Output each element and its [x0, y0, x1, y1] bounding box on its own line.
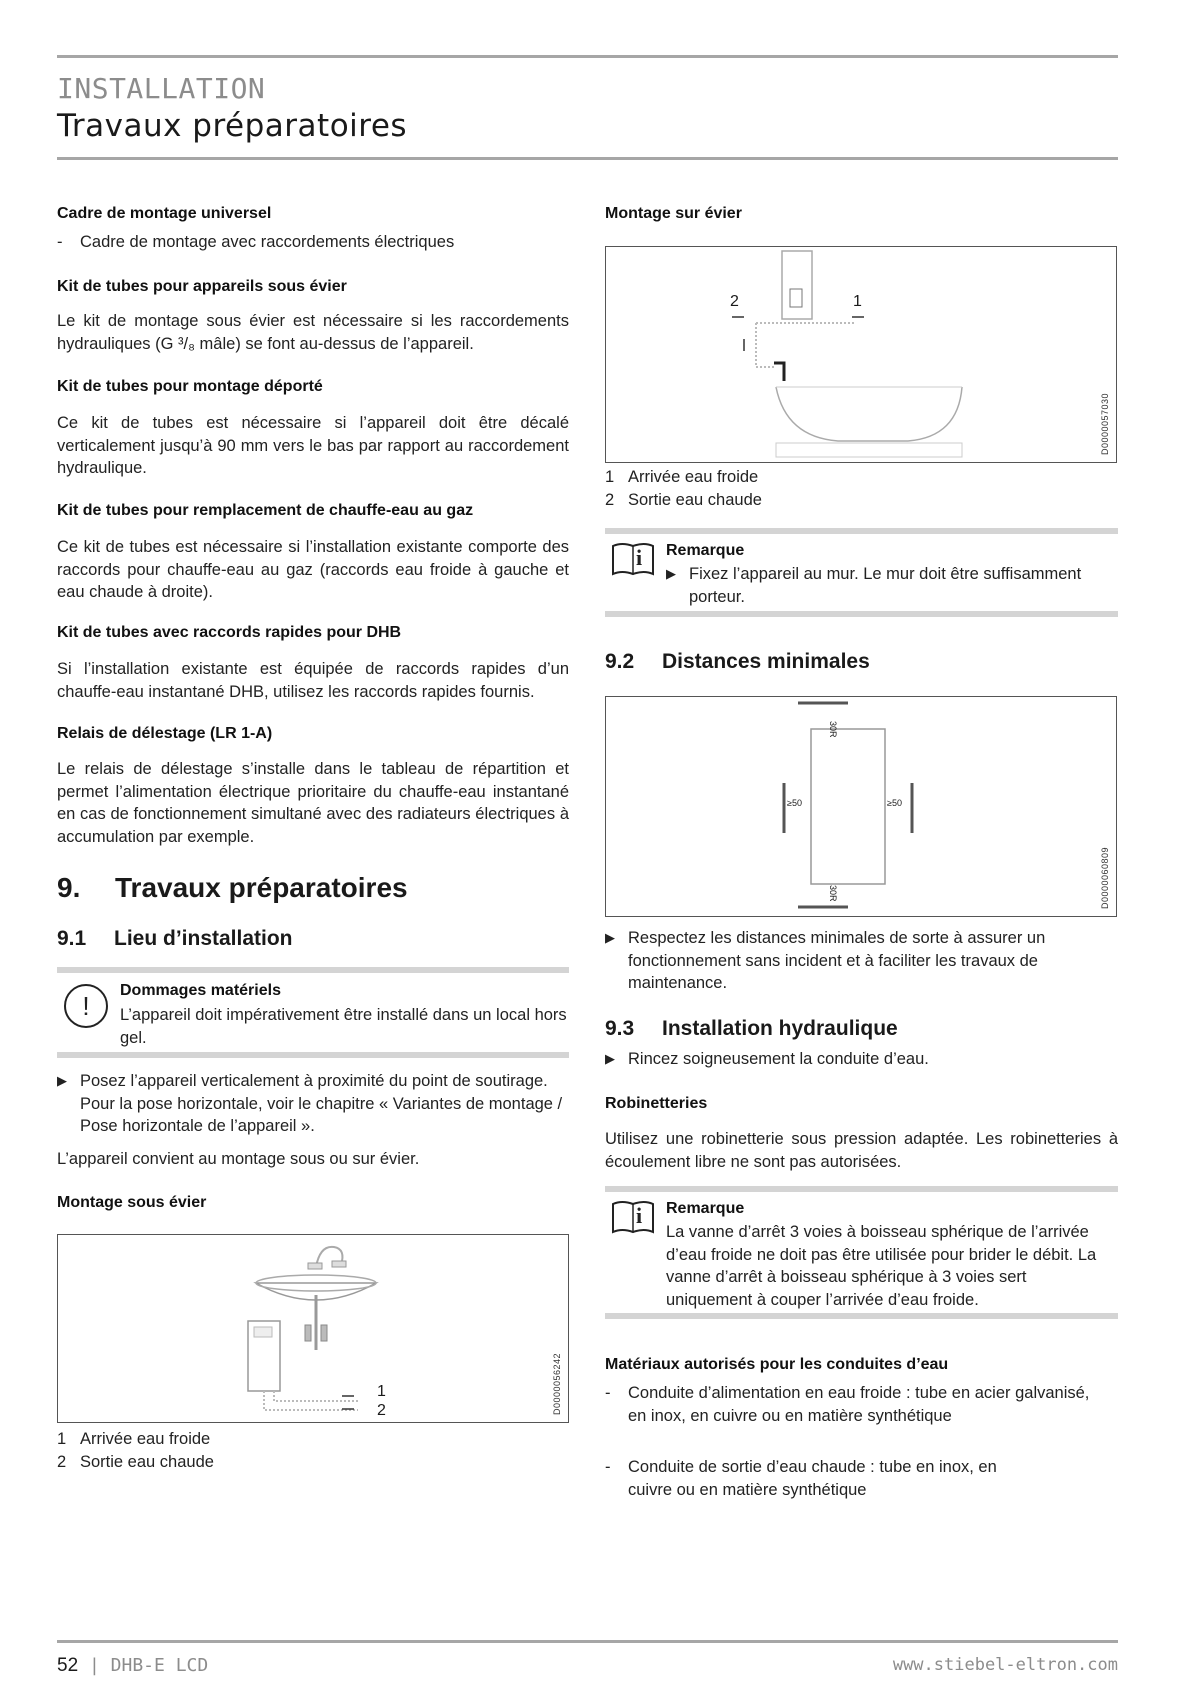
materiaux-item: - Conduite de sortie d’eau chaude : tube en inox, en cuivre ou en matière synthétique — [605, 1458, 997, 1499]
legend-item: 1 Arrivée eau froide — [57, 1430, 211, 1448]
note2-bottom-bar — [605, 1313, 1118, 1319]
kit-gaz-heading: Kit de tubes pour remplacement de chauffe-eau au gaz — [57, 502, 474, 519]
figure-sous-evier — [57, 1234, 569, 1423]
note2-text: La vanne d’arrêt 3 voies à boisseau sphérique de l’arrivée d’eau froide ne doit pas être utilisée pour brider le débit. La vanne d’arrêt à boisseau sphérique à 3 voies sert uniquement à couper l’arrivée d’eau froide. — [666, 1223, 1097, 1309]
page-number: 52 — [57, 1655, 79, 1676]
section-heading-9-2: 9.2 Distances minimales — [605, 650, 870, 673]
footer-url[interactable]: www.stiebel-eltron.com — [892, 1655, 1118, 1675]
kit-sous-text: Le kit de montage sous évier est nécessaire si les raccordements hydrauliques (G ³/₈ mâle) se font au-dessus de l’appareil. — [57, 312, 569, 353]
sous-evier-heading: Montage sous évier — [57, 1194, 207, 1211]
bullet-icon: ▶ — [605, 930, 615, 945]
kit-dhb-text: Si l’installation existante est équipée de raccords rapides d’un chauffe-eau instantané DHB, utilisez les raccords rapides fournis. — [57, 660, 569, 701]
kit-deporte-heading: Kit de tubes pour montage déporté — [57, 378, 323, 395]
materiaux-item: - Conduite d’alimentation en eau froide : tube en acier galvanisé, en inox, en cuivre ou en matière synthétique — [605, 1384, 1090, 1425]
note2-title: Remarque — [666, 1200, 745, 1217]
chapter-heading: 9. Travaux préparatoires — [57, 872, 408, 903]
fig-sous-label-2: 2 — [377, 1402, 386, 1419]
footer-rule — [57, 1640, 1118, 1643]
sur-evier-illustration — [606, 247, 1116, 462]
kit-sous-heading: Kit de tubes pour appareils sous évier — [57, 278, 347, 295]
warning-top-bar — [57, 967, 569, 973]
figure-distances — [605, 696, 1117, 917]
sous-evier-illustration — [58, 1235, 568, 1422]
doc-name: DHB-E LCD — [110, 1655, 209, 1676]
warning-title: Dommages matériels — [120, 982, 281, 999]
note1-top-bar — [605, 528, 1118, 534]
bullet-pose: ▶ Posez l’appareil verticalement à proximité du point de soutirage. Pour la pose horizontale, voir le chapitre « Variantes de montage / Pose horizontale de l’appareil ». — [57, 1072, 563, 1135]
warning-bottom-bar — [57, 1052, 569, 1058]
kit-dhb-heading: Kit de tubes avec raccords rapides pour DHB — [57, 624, 402, 641]
note1-bottom-bar — [605, 611, 1118, 617]
relais-heading: Relais de délestage (LR 1-A) — [57, 725, 273, 742]
legend-sur-evier — [605, 466, 762, 511]
fig-sur-label-1: 1 — [853, 293, 862, 310]
legend-sous-evier — [57, 1428, 214, 1473]
figure-sur-evier — [605, 246, 1117, 463]
legend-item: 2 Sortie eau chaude — [57, 1452, 214, 1471]
dash-marker: - — [605, 1384, 611, 1402]
footer-page-info: 52 | DHB-E LCD — [57, 1655, 209, 1676]
bullet-rincez: ▶ Rincez soigneusement la conduite d’eau. — [605, 1048, 1118, 1071]
header-top-rule — [57, 55, 1118, 58]
fig-sous-label-1: 1 — [377, 1383, 386, 1400]
cadre-heading: Cadre de montage universel — [57, 205, 272, 222]
cadre-list-item: - Cadre de montage avec raccordements électriques — [57, 231, 569, 254]
relais-text: Le relais de délestage s’installe dans le tableau de répartition et permet l’alimentation électrique prioritaire du chauffe-eau instantané en cas de fonctionnement simultané avec des radiateurs électriques à accumulation par exemple. — [57, 760, 569, 846]
bullet-distances: ▶ Respectez les distances minimales de sorte à assurer un fonctionnement sans incident et à faciliter les travaux de maintenance. — [605, 929, 1046, 992]
fig-dist-code: D0000060809 — [1100, 846, 1110, 909]
fig-sous-code: D0000056242 — [552, 1352, 562, 1415]
bullet-icon: ▶ — [57, 1073, 67, 1088]
note2-top-bar — [605, 1186, 1118, 1192]
bullet-icon: ▶ — [666, 566, 676, 581]
note1-title: Remarque — [666, 542, 745, 559]
robinet-heading: Robinetteries — [605, 1095, 708, 1112]
sur-evier-heading: Montage sur évier — [605, 205, 742, 222]
robinet-text: Utilisez une robinetterie sous pression adaptée. Les robinetteries à écoulement libre ne sont pas autorisées. — [605, 1130, 1118, 1171]
distances-illustration — [606, 697, 1116, 916]
dist-top-label: 30R — [828, 721, 838, 738]
kit-deporte-text: Ce kit de tubes est nécessaire si l’appareil doit être décalé verticalement jusqu’à 90 mm vers le bas par rapport au raccordement hydraulique. — [57, 414, 569, 477]
warning-text: L’appareil doit impérativement être installé dans un local hors gel. — [120, 1006, 567, 1047]
warning-icon: ! — [64, 984, 108, 1028]
info-icon: i — [610, 540, 656, 578]
legend-item: 1 Arrivée eau froide — [605, 468, 759, 486]
appareil-text: L’appareil convient au montage sous ou sur évier. — [57, 1150, 420, 1168]
bullet-icon: ▶ — [605, 1051, 615, 1066]
dist-bottom-label: 30R — [828, 885, 838, 902]
section-heading-9-3: 9.3 Installation hydraulique — [605, 1017, 898, 1040]
dash-marker: - — [605, 1458, 611, 1476]
legend-item: 2 Sortie eau chaude — [605, 490, 762, 509]
fig-sur-label-2: 2 — [730, 293, 739, 310]
fig-sur-code: D0000057030 — [1100, 392, 1110, 455]
dist-left-label: ≥50 — [787, 798, 802, 808]
section-heading-9-1: 9.1 Lieu d’installation — [57, 927, 293, 950]
page-title: Travaux préparatoires — [57, 108, 408, 144]
kit-gaz-text: Ce kit de tubes est nécessaire si l’installation existante comporte des raccords pour chauffe-eau au gaz (raccords eau froide à gauche et eau chaude à droite). — [57, 538, 569, 601]
header-bottom-rule — [57, 157, 1118, 160]
note1-bullet: ▶ Fixez l’appareil au mur. Le mur doit être suffisamment porteur. — [666, 565, 1082, 606]
dist-right-label: ≥50 — [887, 798, 902, 808]
info-icon: i — [610, 1198, 656, 1236]
section-label: INSTALLATION — [57, 72, 266, 105]
dash-marker: - — [57, 233, 63, 251]
materiaux-heading: Matériaux autorisés pour les conduites d’eau — [605, 1356, 949, 1373]
